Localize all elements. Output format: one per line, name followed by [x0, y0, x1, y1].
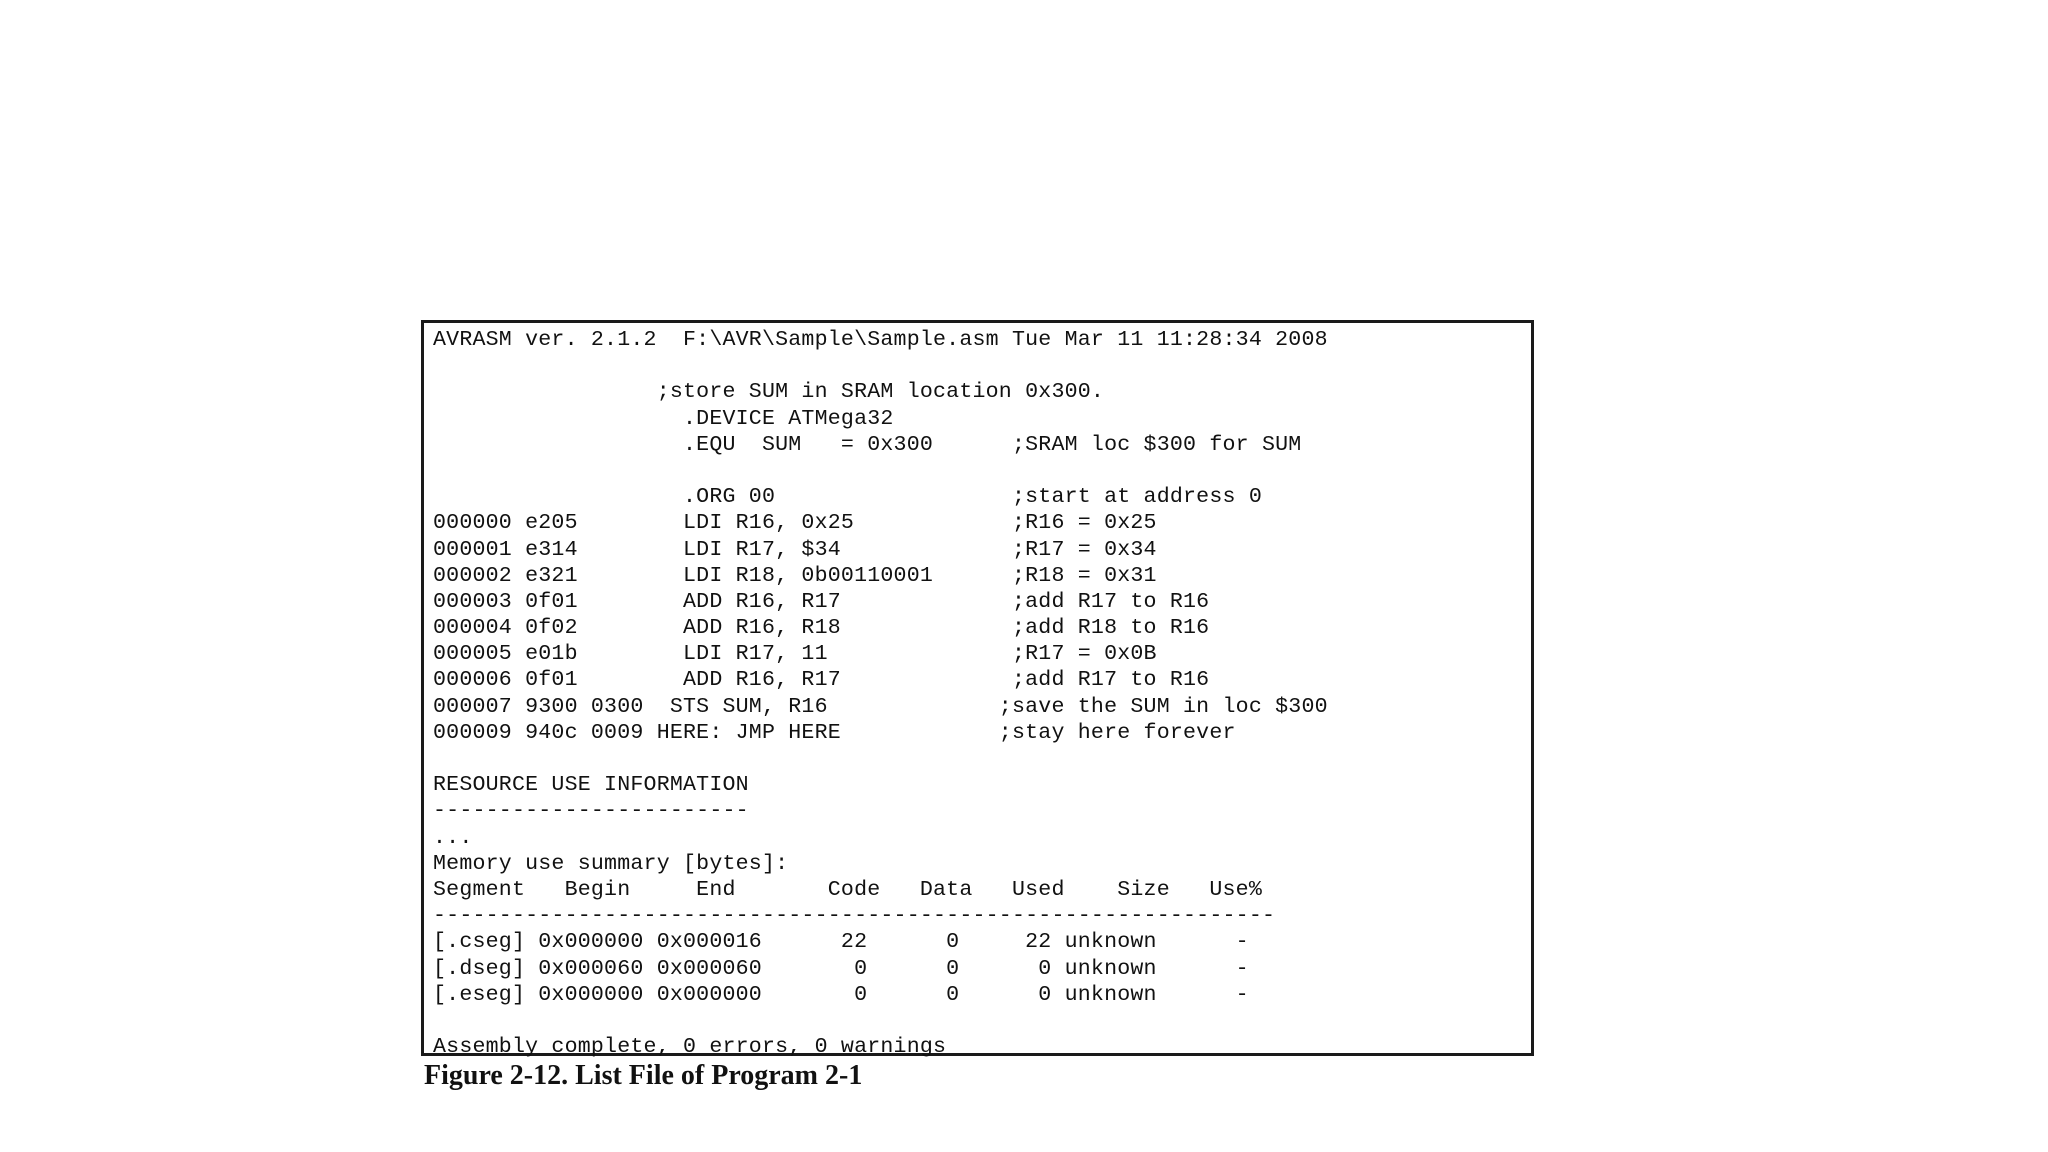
- listing-line: Assembly complete, 0 errors, 0 warnings: [433, 1035, 947, 1060]
- listing-line: 000007 9300 0300 STS SUM, R16 ;save the SUM in loc $300: [433, 694, 1328, 719]
- listing-line: ;store SUM in SRAM location 0x300.: [433, 380, 1105, 405]
- listing-line: [433, 458, 1328, 484]
- assembler-listing: [433, 327, 1328, 1060]
- listing-line: [.eseg] 0x000000 0x000000 0 0 0 unknown -: [433, 982, 1249, 1007]
- listing-line: [.cseg] 0x000000 0x000016 22 0 22 unknown -: [433, 930, 1249, 955]
- listing-line: 000005 e01b LDI R17, 11 ;R17 = 0x0B: [433, 642, 1157, 667]
- listing-line: 000003 0f01 ADD R16, R17 ;add R17 to R16: [433, 589, 1210, 614]
- listing-line: Segment Begin End Code Data Used Size Use%: [433, 877, 1262, 902]
- listing-line: 000006 0f01 ADD R16, R17 ;add R17 to R16: [433, 668, 1210, 693]
- listing-line: [.dseg] 0x000060 0x000060 0 0 0 unknown -: [433, 956, 1249, 981]
- listing-line: ----------------------------------------------------------------: [433, 904, 1276, 929]
- listing-line: 000000 e205 LDI R16, 0x25 ;R16 = 0x25: [433, 511, 1157, 536]
- listing-line: [433, 353, 1328, 379]
- listing-line: .EQU SUM = 0x300 ;SRAM loc $300 for SUM: [433, 432, 1302, 457]
- listing-line: 000002 e321 LDI R18, 0b00110001 ;R18 = 0x31: [433, 563, 1157, 588]
- listing-line: AVRASM ver. 2.1.2 F:\AVR\Sample\Sample.asm Tue Mar 11 11:28:34 2008: [433, 328, 1328, 352]
- listing-line: 000001 e314 LDI R17, $34 ;R17 = 0x34: [433, 537, 1157, 562]
- listing-line: ...: [433, 825, 473, 850]
- listing-line: Memory use summary [bytes]:: [433, 851, 789, 876]
- figure-caption: Figure 2-12. List File of Program 2-1: [424, 1060, 863, 1091]
- listing-line: [433, 1008, 1328, 1034]
- listing-line: 000009 940c 0009 HERE: JMP HERE ;stay here forever: [433, 720, 1236, 745]
- listing-line: .DEVICE ATMega32: [433, 406, 894, 431]
- list-file-panel: [421, 320, 1534, 1060]
- listing-line: 000004 0f02 ADD R16, R18 ;add R18 to R16: [433, 616, 1210, 641]
- listing-line: [433, 746, 1328, 772]
- listing-line: .ORG 00 ;start at address 0: [433, 485, 1262, 510]
- listing-line: ------------------------: [433, 799, 749, 824]
- listing-line: RESOURCE USE INFORMATION: [433, 773, 749, 798]
